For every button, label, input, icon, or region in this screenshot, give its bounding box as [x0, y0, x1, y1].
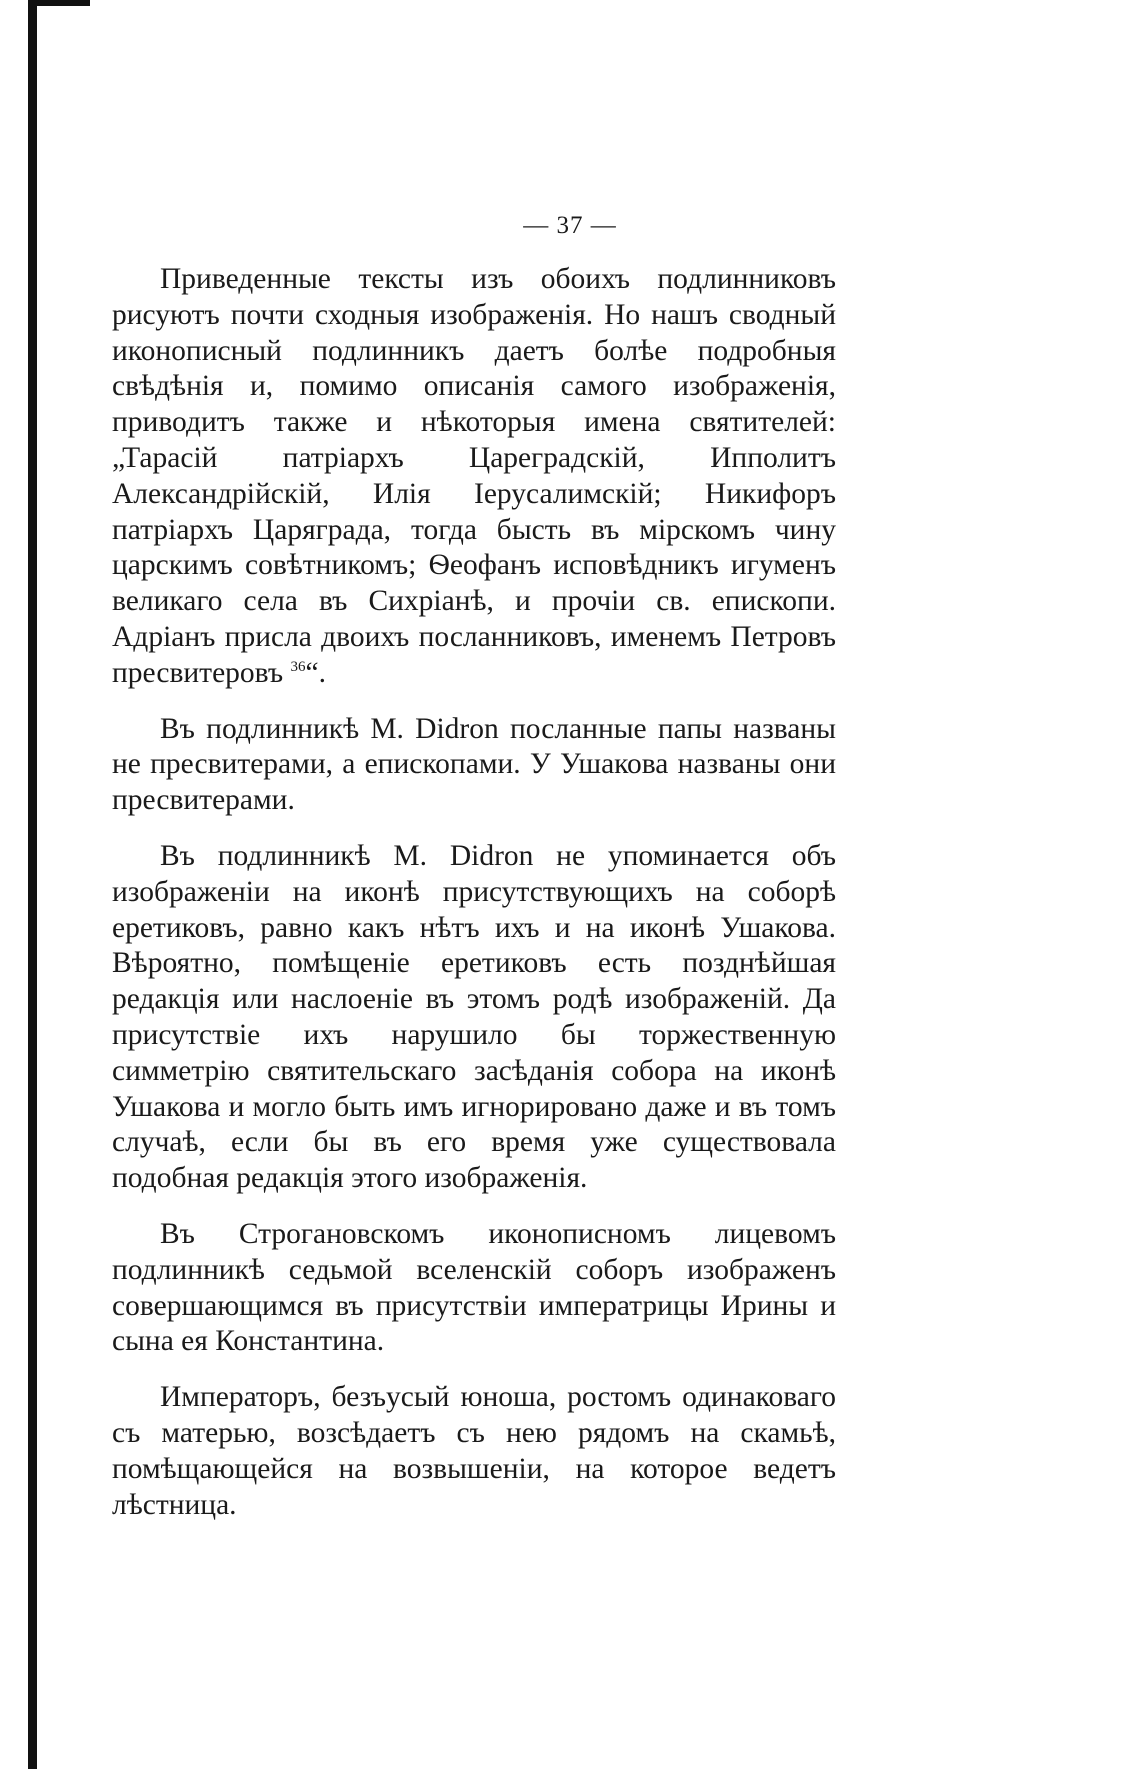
- quote-close: “.: [305, 656, 326, 689]
- paragraph-1: [112, 262, 836, 692]
- paragraph-4: Въ Строгановскомъ иконописномъ лицевомъ подлинникѣ седьмой вселенскій соборъ изображенъ совершающимся въ присутствіи императрицы Ирины и сына ея Константина.: [112, 1217, 836, 1358]
- page-corner-mark: [28, 0, 90, 6]
- paragraph-2: Въ подлинникѣ M. Didron посланные папы названы не пресвитерами, а епископами. У Ушакова названы они пресвитерами.: [112, 712, 836, 817]
- page-number: — 37 —: [523, 212, 617, 239]
- footnote-marker: 36: [290, 658, 306, 675]
- page-binding-edge: [28, 0, 37, 1769]
- paragraph-5: Императоръ, безъусый юноша, ростомъ одинаковаго съ матерью, возсѣдаетъ съ нею рядомъ на скамьѣ, помѣщающейся на возвышеніи, на которое ведетъ лѣстница.: [112, 1381, 836, 1521]
- body-text: [112, 262, 836, 1543]
- paragraph-3: Въ подлинникѣ M. Didron не упоминается объ изображеніи на иконѣ присутствующихъ на соборѣ еретиковъ, равно какъ нѣтъ ихъ и на иконѣ Ушакова. Вѣроятно, помѣщеніе еретиковъ есть позднѣйшая редакція или наслоеніе въ этомъ родѣ изображеній. Да присутствіе ихъ нарушило бы торжественную симметрію святительскаго засѣданія собора на иконѣ Ушакова и могло быть имъ игнорировано даже и въ томъ случаѣ, если бы въ его время уже существовала подобная редакція этого изображенія.: [112, 839, 836, 1195]
- paragraph-1-text: Приведенные тексты изъ обоихъ подлинниковъ рисуютъ почти сходныя изображенія. Но нашъ сводный иконописный подлинникъ даетъ болѣе подробныя свѣдѣнія и, помимо описанія самого изображенія, приводитъ также и нѣкоторыя имена святителей: „Тарасій патріархъ Цареградскій, Ипполитъ Александрійскій, Илія Іерусалимскій; Никифоръ патріархъ Царяграда, тогда бысть въ мірскомъ чину царскимъ совѣтникомъ; Ѳеофанъ исповѣдникъ игуменъ великаго села въ Сихріанѣ, и прочіи св. епископи. Адріанъ присла двоихъ посланниковъ, именемъ Петровъ пресвитеровъ: [112, 263, 836, 689]
